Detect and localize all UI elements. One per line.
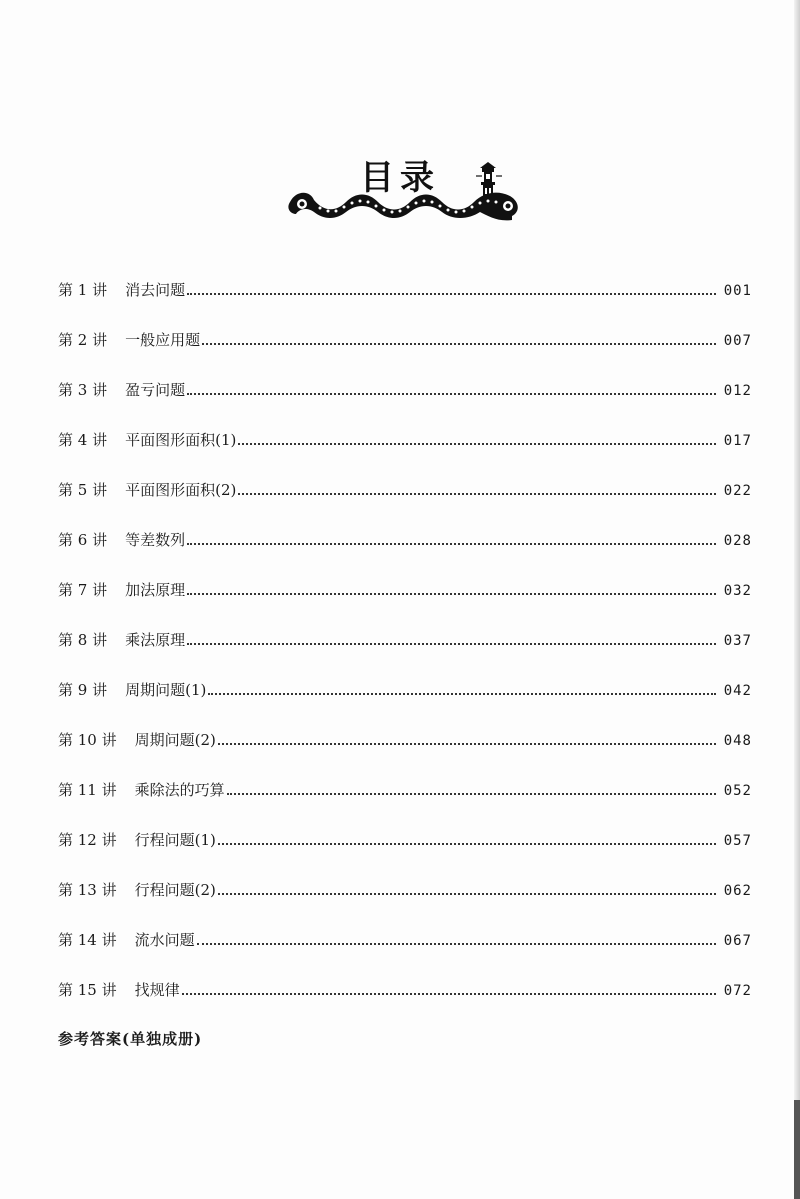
toc-page-number: 042: [723, 683, 752, 699]
toc-leader-dots: [187, 642, 716, 645]
toc-lecture-number: 第 2 讲: [58, 331, 108, 349]
toc-leader-dots: [187, 542, 716, 545]
toc-leader-dots: [182, 992, 716, 995]
toc-page-number: 048: [723, 733, 752, 749]
toc-page-number: 067: [723, 933, 752, 949]
toc-lecture-title: 乘除法的巧算: [134, 781, 225, 799]
toc-page-number: 072: [723, 983, 752, 999]
toc-entry[interactable]: [58, 376, 752, 426]
toc-lecture-number: 第 9 讲: [58, 681, 108, 699]
toc-lecture-title: 行程问题(2): [134, 881, 216, 899]
toc-leader-dots: [187, 392, 716, 395]
toc-leader-dots: [197, 942, 716, 945]
toc-entry[interactable]: [58, 426, 752, 476]
page-edge-shadow-dark: [794, 1100, 800, 1199]
toc-page-number: 007: [723, 333, 752, 349]
toc-lecture-title: 消去问题: [125, 281, 186, 299]
toc-lecture-number: 第 11 讲: [58, 781, 117, 799]
toc-lecture-number: 第 15 讲: [58, 981, 117, 999]
toc-page-number: 037: [723, 633, 752, 649]
toc-lecture-number: 第 6 讲: [58, 531, 108, 549]
toc-lecture-title: 盈亏问题: [125, 381, 186, 399]
toc-entry[interactable]: [58, 476, 752, 526]
toc-entry[interactable]: [58, 526, 752, 576]
toc-leader-dots: [218, 742, 716, 745]
toc-list: [58, 276, 752, 1026]
toc-leader-dots: [218, 842, 716, 845]
toc-leader-dots: [208, 692, 715, 695]
toc-lecture-title: 乘法原理: [125, 631, 186, 649]
toc-page-number: 052: [723, 783, 752, 799]
toc-lecture-number: 第 1 讲: [58, 281, 108, 299]
toc-page-number: 062: [723, 883, 752, 899]
toc-page-number: 022: [723, 483, 752, 499]
toc-lecture-title: 平面图形面积(1): [125, 431, 237, 449]
toc-lecture-number: 第 5 讲: [58, 481, 108, 499]
toc-lecture-number: 第 10 讲: [58, 731, 117, 749]
toc-lecture-title: 平面图形面积(2): [125, 481, 237, 499]
toc-lecture-number: 第 4 讲: [58, 431, 108, 449]
toc-lecture-title: 行程问题(1): [134, 831, 216, 849]
wave-lighthouse-ornament-icon: [284, 160, 524, 228]
toc-entry[interactable]: [58, 326, 752, 376]
toc-lecture-number: 第 13 讲: [58, 881, 117, 899]
toc-lecture-title: 流水问题: [134, 931, 195, 949]
toc-lecture-number: 第 12 讲: [58, 831, 117, 849]
toc-leader-dots: [227, 792, 716, 795]
toc-entry[interactable]: [58, 626, 752, 676]
toc-entry[interactable]: [58, 276, 752, 326]
toc-entry[interactable]: [58, 676, 752, 726]
toc-page-number: 017: [723, 433, 752, 449]
toc-page-number: 028: [723, 533, 752, 549]
toc-entry[interactable]: [58, 726, 752, 776]
toc-lecture-number: 第 7 讲: [58, 581, 108, 599]
answer-key-note: 参考答案(单独成册): [58, 1030, 203, 1048]
toc-lecture-title: 周期问题(1): [125, 681, 207, 699]
toc-page-number: 057: [723, 833, 752, 849]
toc-leader-dots: [187, 292, 716, 295]
toc-lecture-number: 第 8 讲: [58, 631, 108, 649]
toc-leader-dots: [187, 592, 716, 595]
toc-lecture-number: 第 14 讲: [58, 931, 117, 949]
toc-entry[interactable]: [58, 976, 752, 1026]
toc-leader-dots: [238, 442, 715, 445]
toc-lecture-title: 一般应用题: [125, 331, 201, 349]
toc-lecture-title: 等差数列: [125, 531, 186, 549]
toc-page-number: 032: [723, 583, 752, 599]
toc-leader-dots: [218, 892, 716, 895]
toc-entry[interactable]: [58, 576, 752, 626]
toc-leader-dots: [202, 342, 716, 345]
toc-header: [0, 148, 800, 228]
toc-leader-dots: [238, 492, 715, 495]
toc-lecture-title: 加法原理: [125, 581, 186, 599]
toc-entry[interactable]: [58, 926, 752, 976]
toc-lecture-title: 周期问题(2): [134, 731, 216, 749]
toc-page-number: 001: [723, 283, 752, 299]
toc-lecture-number: 第 3 讲: [58, 381, 108, 399]
toc-lecture-title: 找规律: [134, 981, 180, 999]
toc-entry[interactable]: [58, 776, 752, 826]
toc-page-number: 012: [723, 383, 752, 399]
toc-entry[interactable]: [58, 876, 752, 926]
toc-entry[interactable]: [58, 826, 752, 876]
page-title: 目录: [360, 158, 440, 198]
